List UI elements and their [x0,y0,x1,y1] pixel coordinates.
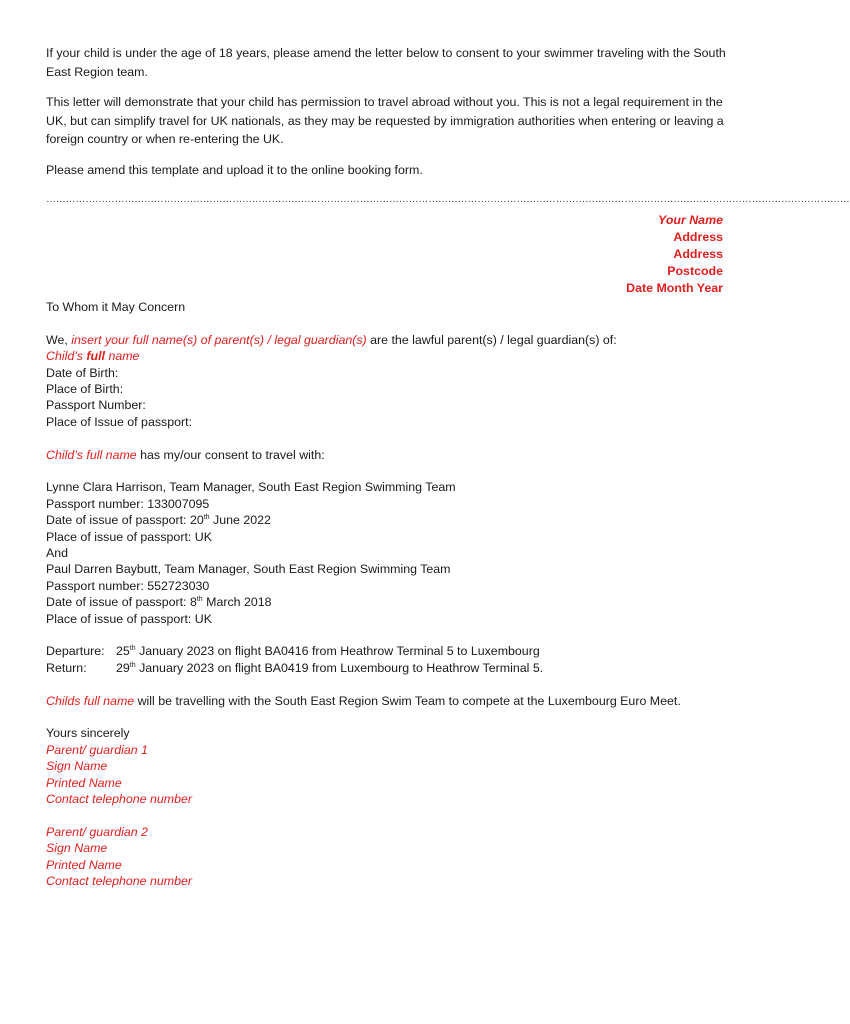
we-suffix: are the lawful parent(s) / legal guardian(s) of: [366,332,617,347]
letter-body [46,299,736,890]
intro-paragraph-3: Please amend this template and upload it to the online booking form. [46,163,423,177]
manager-2-issue-place: Place of issue of passport: UK [46,611,212,626]
address-placeholder: Address [673,247,723,261]
parents-name-placeholder: insert your full name(s) of parent(s) / legal guardian(s) [71,332,367,347]
manager-2-passport: Passport number: 552723030 [46,578,210,593]
guardian-2-printed-name: Printed Name [46,857,122,872]
place-of-issue-field: Place of Issue of passport: [46,414,193,429]
manager-1-issue-date: Date of issue of passport: 20th June 2022 [46,513,271,528]
guardian-1-sign: Sign Name [46,759,108,774]
closing: Yours sincerely [46,726,130,741]
intro-paragraph-2: This letter will demonstrate that your child has permission to travel abroad without you. This is not a legal requirement in the UK, but can simplify travel for UK nationals, as they may be requested by immigration authorities when entering or leaving a foreign country or when re-entering the UK. [46,95,724,146]
consent-statement: Child’s full name has my/our consent to travel with: [46,447,325,462]
guardian-2-label: Parent/ guardian 2 [46,824,148,839]
and-text: And [46,546,69,561]
guardian-2-sign: Sign Name [46,841,108,856]
child-name-placeholder: Child’s full name [46,349,140,364]
guardian-2-phone: Contact telephone number [46,874,193,889]
your-name-placeholder: Your Name [658,213,723,227]
address-placeholder: Address [673,230,723,244]
child-name-placeholder: Childs full name [46,693,135,708]
return-line: Return: 29th January 2023 on flight BA0419 from Luxembourg to Heathrow Terminal 5. [46,660,544,675]
address-block [626,212,723,297]
manager-2-name: Paul Darren Baybutt, Team Manager, South East Region Swimming Team [46,562,451,577]
guardian-1-label: Parent/ guardian 1 [46,742,148,757]
date-placeholder: Date Month Year [626,281,723,295]
guardian-1-phone: Contact telephone number [46,792,193,807]
child-name-placeholder: Child’s full name [46,447,137,462]
date-of-birth-field: Date of Birth: [46,365,119,380]
travel-statement: Childs full name will be travelling with the South East Region Swim Team to compete at the Luxembourg Euro Meet. [46,693,681,708]
postcode-placeholder: Postcode [667,264,723,278]
salutation: To Whom it May Concern [46,300,186,314]
manager-1-issue-place: Place of issue of passport: UK [46,529,212,544]
separator-line: ………………………………………………………………………………………………………………………………………………………………………………………………………………………… [46,194,850,205]
we-prefix: We, [46,332,72,347]
manager-1-name: Lynne Clara Harrison, Team Manager, South East Region Swimming Team [46,480,456,495]
passport-number-field: Passport Number: [46,398,146,413]
guardian-1-printed-name: Printed Name [46,775,122,790]
manager-1-passport: Passport number: 133007095 [46,496,210,511]
intro-paragraph-1: If your child is under the age of 18 years, please amend the letter below to consent to your swimmer traveling with the South East Region team. [46,46,726,79]
parents-statement [46,332,736,348]
place-of-birth-field: Place of Birth: [46,382,124,397]
manager-2-issue-date: Date of issue of passport: 8th March 2018 [46,595,272,610]
departure-line: Departure: 25th January 2023 on flight BA0416 from Heathrow Terminal 5 to Luxembourg [46,644,540,659]
